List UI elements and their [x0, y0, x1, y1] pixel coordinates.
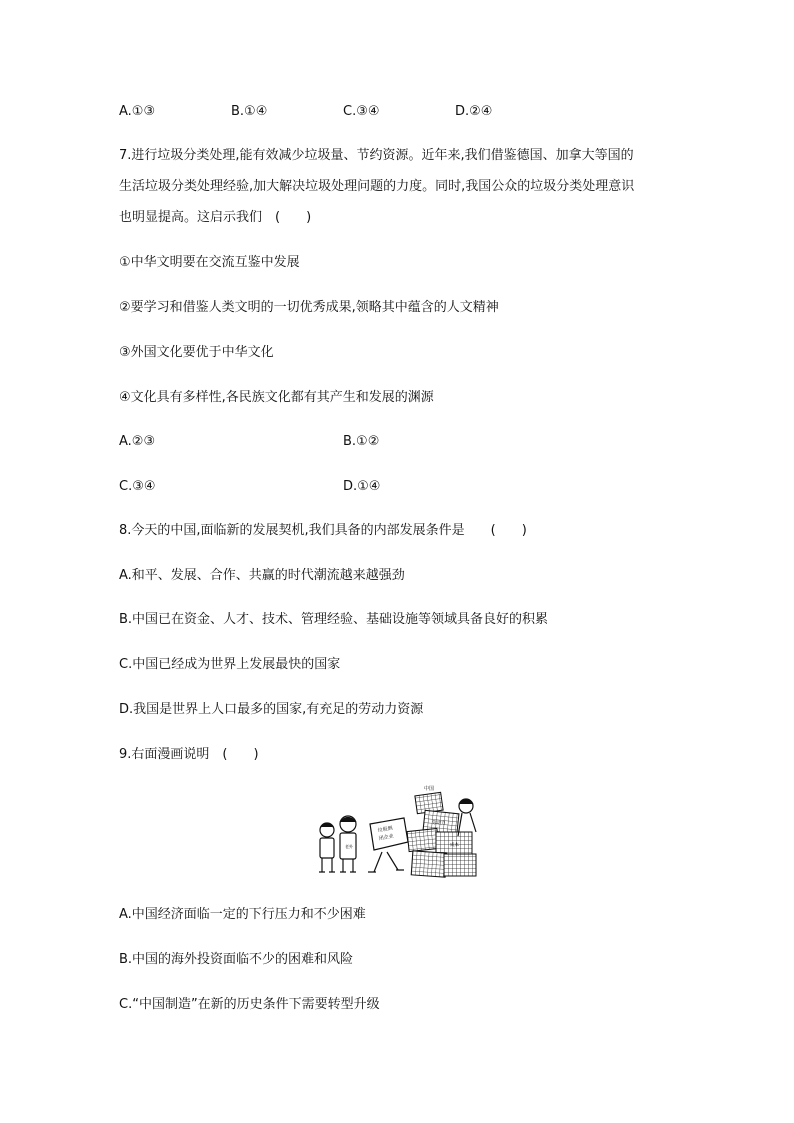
svg-text:老外: 老外 [345, 844, 353, 849]
q7-statement-2: ②要学习和借鉴人类文明的一切优秀成果,领略其中蕴含的人文精神 [119, 300, 499, 315]
cartoon-child-figure [319, 823, 335, 872]
cartoon-adult-figure [340, 816, 356, 872]
q9-option-a: A.中国经济面临一定的下行压力和不少困难 [119, 907, 366, 922]
q7-stem-line-2: 生活垃圾分类处理经验,加大解决垃圾处理问题的力度。同时,我国公众的垃圾分类处理意识 [119, 179, 635, 194]
cartoon-carrying-figure [458, 799, 476, 836]
q7-stem-line-3: 也明显提高。这启示我们 ( ) [119, 210, 312, 225]
cartoon-label-cost: 成本 [450, 843, 459, 848]
q8-option-a: A.和平、发展、合作、共赢的时代潮流越来越强劲 [119, 568, 405, 583]
q8-option-d: D.我国是世界上人口最多的国家,有充足的劳动力资源 [119, 702, 424, 717]
svg-text:闭企业: 闭企业 [378, 833, 395, 842]
q7-statement-4: ④文化具有多样性,各民族文化都有其产生和发展的渊源 [119, 390, 434, 405]
cartoon-illustration [312, 780, 480, 882]
cartoon-running-figure [368, 852, 404, 872]
q7-option-a: A.②③ [119, 434, 156, 449]
q8-option-b: B.中国已在资金、人才、技术、管理经验、基础设施等领域具备良好的积累 [119, 612, 549, 627]
q8-stem: 8.今天的中国,面临新的发展契机,我们具备的内部发展条件是 ( ) [119, 523, 527, 538]
cartoon-label-china: 中国 [424, 786, 435, 792]
q7-option-b: B.①② [343, 434, 380, 449]
q7-statement-1: ①中华文明要在交流互鉴中发展 [119, 255, 300, 270]
q6-option-b: B.①④ [231, 104, 268, 119]
svg-text:垃圾倒: 垃圾倒 [377, 825, 394, 834]
q6-option-d: D.②④ [455, 104, 493, 119]
q8-option-c: C.中国已经成为世界上发展最快的国家 [119, 657, 341, 672]
cartoon-label-labor: 劳动力 [432, 821, 446, 826]
q6-option-a: A.①③ [119, 104, 156, 119]
q7-option-d: D.①④ [343, 479, 381, 494]
q9-option-c: C.“中国制造”在新的历史条件下需要转型升级 [119, 997, 380, 1012]
cartoon-sign [370, 818, 408, 850]
q7-statement-3: ③外国文化要优于中华文化 [119, 345, 274, 360]
q9-option-b: B.中国的海外投资面临不少的困难和风险 [119, 952, 354, 967]
q7-option-c: C.③④ [119, 479, 156, 494]
q6-option-c: C.③④ [343, 104, 380, 119]
q7-stem-line-1: 7.进行垃圾分类处理,能有效减少垃圾量、节约资源。近年来,我们借鉴德国、加拿大等国的 [119, 148, 634, 163]
q9-stem: 9.右面漫画说明 ( ) [119, 747, 259, 762]
